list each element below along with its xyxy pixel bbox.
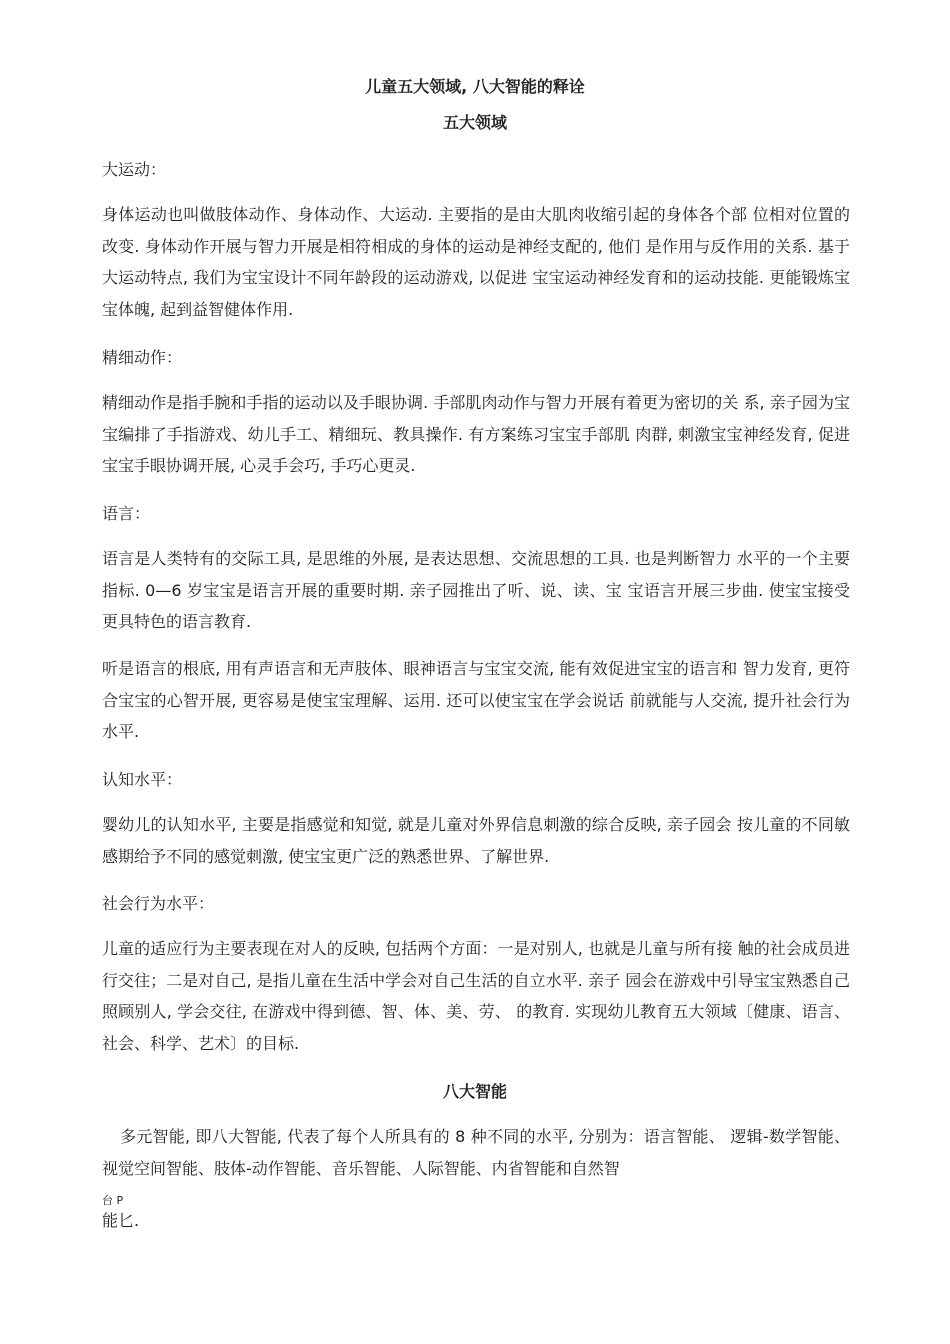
domain-label-fine-motor: 精细动作：: [102, 348, 183, 367]
document-title: 儿童五大领域, 八大智能的释诠: [365, 77, 585, 96]
domain-paragraph-language-2: 听是语言的根底, 用有声语言和无声肢体、眼神语言与宝宝交流, 能有效促进宝宝的语言和 智力发育, 更符合宝宝的心智开展, 更容易是使宝宝理解、运用. 还可以使宝宝在学会说话 前就能与人交流, 提升社会行为水平.: [102, 659, 850, 741]
text-fragment-tail: 能匕.: [102, 1211, 140, 1230]
domain-paragraph-gross-motor: 身体运动也叫做肢体动作、身体动作、大运动. 主要指的是由大肌肉收缩引起的身体各个部 位相对位置的改变. 身体动作开展与智力开展是相符相成的身体的运动是神经支配的, 他们 是作用与反作用的关系. 基于大运动特点, 我们为宝宝设计不同年龄段的运动游戏, 以促进 宝宝运动神经发育和的运动技能. 更能锻炼宝宝体魄, 起到益智健体作用.: [102, 205, 850, 319]
domain-paragraph-fine-motor: 精细动作是指手腕和手指的运动以及手眼协调. 手部肌肉动作与智力开展有着更为密切的关 系, 亲子园为宝宝编排了手指游戏、幼儿手工、精细玩、教具操作. 有方案练习宝宝手部肌 肉群, 刺激宝宝神经发育, 促进宝宝手眼协调开展, 心灵手会巧, 手巧心更灵.: [102, 393, 850, 475]
intelligences-paragraph: 多元智能, 即八大智能, 代表了每个人所具有的 8 种不同的水平, 分别为：语言智能、 逻辑-数学智能、视觉空间智能、肢体-动作智能、音乐智能、人际智能、内省智能和自然智: [102, 1127, 850, 1178]
domain-paragraph-cognition: 婴幼儿的认知水平, 主要是指感觉和知觉, 就是儿童对外界信息刺激的综合反映, 亲子园会 按儿童的不同敏感期给予不同的感觉刺激, 使宝宝更广泛的熟悉世界、了解世界.: [102, 815, 850, 866]
domain-label-language: 语言：: [102, 504, 151, 523]
text-fragment-small: 台 P: [102, 1194, 124, 1207]
domain-label-social-behavior: 社会行为水平：: [102, 894, 215, 913]
domain-paragraph-language-1: 语言是人类特有的交际工具, 是思维的外展, 是表达思想、交流思想的工具. 也是判断智力 水平的一个主要指标. 0—6 岁宝宝是语言开展的重要时期. 亲子园推出了听、说、读、宝 宝语言开展三步曲. 使宝宝接受更具特色的语言教育.: [102, 549, 850, 631]
domain-paragraph-social-behavior: 儿童的适应行为主要表现在对人的反映, 包括两个方面：一是对别人, 也就是儿童与所有接 触的社会成员进行交往；二是对自己, 是指儿童在生活中学会对自己生活的自立水平. 亲子 园会在游戏中引导宝宝熟悉自己照顾别人, 学会交往, 在游戏中得到德、智、体、美、劳、 的教育. 实现幼儿教育五大领域〔健康、语言、社会、科学、艺术〕的目标.: [102, 939, 850, 1053]
domain-label-cognition: 认知水平：: [102, 770, 183, 789]
section-title-eight-intelligences: 八大智能: [442, 1082, 507, 1101]
domain-label-gross-motor: 大运动：: [102, 160, 167, 179]
section-title-five-domains: 五大领域: [442, 113, 507, 132]
